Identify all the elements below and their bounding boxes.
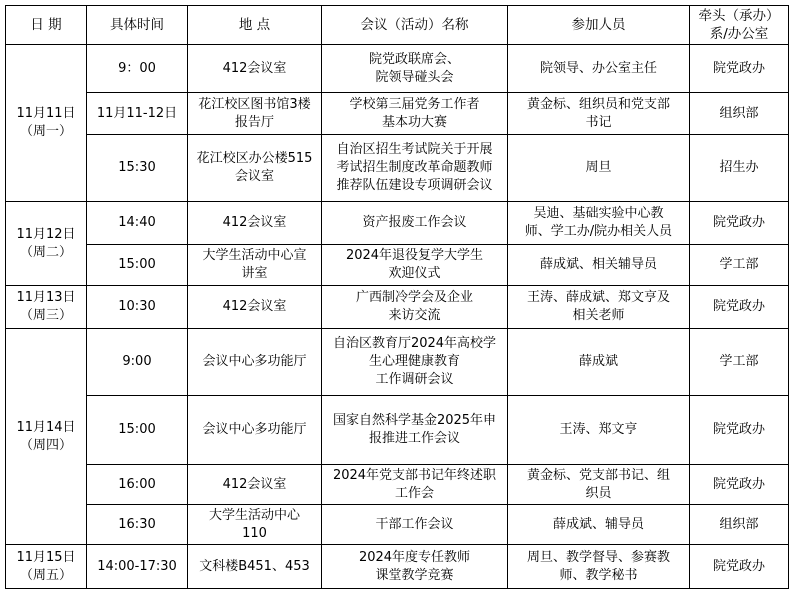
time-cell: 15:00 xyxy=(87,396,188,465)
table-row xyxy=(6,93,789,135)
time-cell: 11月11-12日 xyxy=(87,93,188,135)
table-row xyxy=(6,135,789,202)
participants-cell: 王涛、薛成斌、郑文亨及 相关老师 xyxy=(508,286,690,329)
date-cell: 11月13日 （周三） xyxy=(6,286,87,329)
table-row xyxy=(6,45,789,93)
lead-department-cell: 院党政办 xyxy=(690,545,789,589)
header-lead-department: 牵头（承办） 系/办公室 xyxy=(690,6,789,45)
time-cell: 9:00 xyxy=(87,329,188,396)
date-cell: 11月15日 （周五） xyxy=(6,545,87,589)
header-date: 日 期 xyxy=(6,6,87,45)
place-cell: 花江校区办公楼515 会议室 xyxy=(188,135,322,202)
lead-department-cell: 招生办 xyxy=(690,135,789,202)
header-row xyxy=(6,6,789,45)
lead-department-cell: 院党政办 xyxy=(690,465,789,505)
participants-cell: 吴迪、基础实验中心教 师、学工办/院办相关人员 xyxy=(508,202,690,245)
table-row xyxy=(6,202,789,245)
meeting-name-cell: 院党政联席会、 院领导碰头会 xyxy=(322,45,508,93)
header-meeting-name: 会议（活动）名称 xyxy=(322,6,508,45)
place-cell: 大学生活动中心 110 xyxy=(188,505,322,545)
participants-cell: 薛成斌、辅导员 xyxy=(508,505,690,545)
meeting-name-cell: 学校第三届党务工作者 基本功大赛 xyxy=(322,93,508,135)
place-cell: 花江校区图书馆3楼 报告厅 xyxy=(188,93,322,135)
time-cell: 16:00 xyxy=(87,465,188,505)
table-row xyxy=(6,545,789,589)
participants-cell: 黄金标、组织员和党支部 书记 xyxy=(508,93,690,135)
meeting-name-cell: 2024年度专任教师 课堂教学竞赛 xyxy=(322,545,508,589)
table-row xyxy=(6,465,789,505)
participants-cell: 院领导、办公室主任 xyxy=(508,45,690,93)
time-cell: 16:30 xyxy=(87,505,188,545)
meeting-name-cell: 2024年退役复学大学生 欢迎仪式 xyxy=(322,245,508,286)
meeting-name-cell: 国家自然科学基金2025年申 报推进工作会议 xyxy=(322,396,508,465)
time-cell: 15:00 xyxy=(87,245,188,286)
place-cell: 文科楼B451、453 xyxy=(188,545,322,589)
place-cell: 412会议室 xyxy=(188,45,322,93)
time-cell: 15:30 xyxy=(87,135,188,202)
table-row xyxy=(6,245,789,286)
table-row xyxy=(6,286,789,329)
participants-cell: 薛成斌、相关辅导员 xyxy=(508,245,690,286)
lead-department-cell: 学工部 xyxy=(690,245,789,286)
lead-department-cell: 组织部 xyxy=(690,93,789,135)
time-cell: 14:40 xyxy=(87,202,188,245)
time-cell: 14:00-17:30 xyxy=(87,545,188,589)
date-cell: 11月11日 （周一） xyxy=(6,45,87,202)
meeting-schedule-table xyxy=(5,5,789,589)
participants-cell: 黄金标、党支部书记、组 织员 xyxy=(508,465,690,505)
lead-department-cell: 院党政办 xyxy=(690,286,789,329)
header-time: 具体时间 xyxy=(87,6,188,45)
lead-department-cell: 学工部 xyxy=(690,329,789,396)
place-cell: 412会议室 xyxy=(188,202,322,245)
meeting-name-cell: 干部工作会议 xyxy=(322,505,508,545)
place-cell: 会议中心多功能厅 xyxy=(188,396,322,465)
table-row xyxy=(6,396,789,465)
time-cell: 10:30 xyxy=(87,286,188,329)
participants-cell: 周旦 xyxy=(508,135,690,202)
participants-cell: 周旦、教学督导、参赛教 师、教学秘书 xyxy=(508,545,690,589)
place-cell: 412会议室 xyxy=(188,286,322,329)
header-place: 地 点 xyxy=(188,6,322,45)
table-row xyxy=(6,505,789,545)
time-cell: 9：00 xyxy=(87,45,188,93)
date-cell: 11月12日 （周二） xyxy=(6,202,87,286)
meeting-name-cell: 广西制冷学会及企业 来访交流 xyxy=(322,286,508,329)
place-cell: 412会议室 xyxy=(188,465,322,505)
meeting-name-cell: 2024年党支部书记年终述职 工作会 xyxy=(322,465,508,505)
date-cell: 11月14日 （周四） xyxy=(6,329,87,545)
lead-department-cell: 组织部 xyxy=(690,505,789,545)
place-cell: 会议中心多功能厅 xyxy=(188,329,322,396)
meeting-name-cell: 资产报废工作会议 xyxy=(322,202,508,245)
lead-department-cell: 院党政办 xyxy=(690,202,789,245)
participants-cell: 薛成斌 xyxy=(508,329,690,396)
participants-cell: 王涛、郑文亨 xyxy=(508,396,690,465)
meeting-name-cell: 自治区招生考试院关于开展 考试招生制度改革命题教师 推荐队伍建设专项调研会议 xyxy=(322,135,508,202)
place-cell: 大学生活动中心宣 讲室 xyxy=(188,245,322,286)
lead-department-cell: 院党政办 xyxy=(690,396,789,465)
meeting-name-cell: 自治区教育厅2024年高校学 生心理健康教育 工作调研会议 xyxy=(322,329,508,396)
table-row xyxy=(6,329,789,396)
header-participants: 参加人员 xyxy=(508,6,690,45)
lead-department-cell: 院党政办 xyxy=(690,45,789,93)
